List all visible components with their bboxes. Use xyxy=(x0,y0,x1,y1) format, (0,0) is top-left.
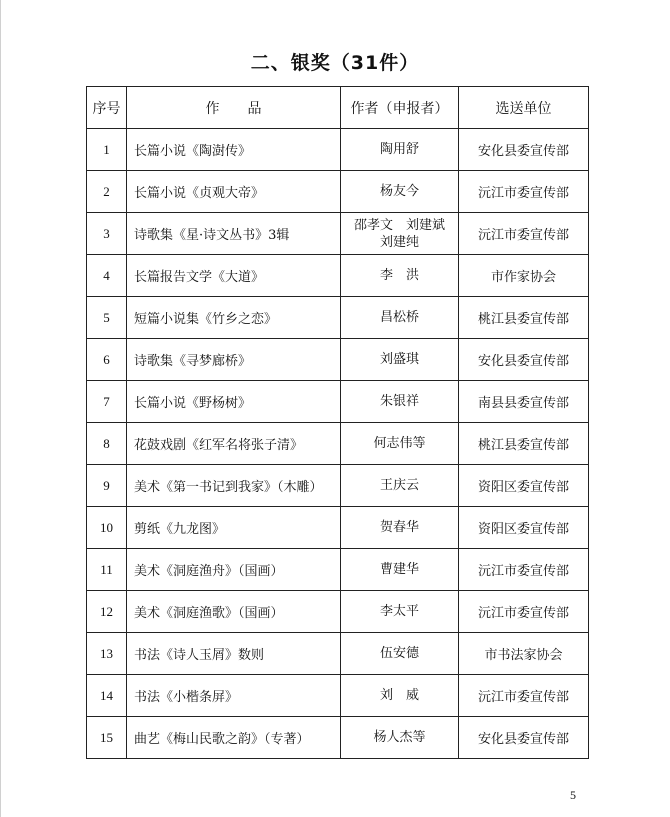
header-work: 作 品 xyxy=(127,87,341,129)
work-title: 书法《诗人玉屑》数则 xyxy=(127,633,341,675)
author-name: 刘盛琪 xyxy=(379,352,419,367)
table-row xyxy=(87,717,589,759)
submitting-unit: 资阳区委宣传部 xyxy=(459,465,589,507)
author-name: 杨友今 xyxy=(379,184,419,199)
table-row xyxy=(87,213,589,255)
work-title: 长篇小说《陶澍传》 xyxy=(127,129,341,171)
row-number: 2 xyxy=(87,171,127,213)
page-edge xyxy=(0,0,1,817)
submitting-unit: 安化县委宣传部 xyxy=(459,339,589,381)
author-cell xyxy=(341,381,459,423)
submitting-unit: 安化县委宣传部 xyxy=(459,717,589,759)
author-cell xyxy=(341,297,459,339)
author-cell xyxy=(341,213,459,255)
row-number: 7 xyxy=(87,381,127,423)
table-row xyxy=(87,381,589,423)
author-name: 杨人杰等 xyxy=(373,730,426,745)
row-number: 13 xyxy=(87,633,127,675)
submitting-unit: 市作家协会 xyxy=(459,255,589,297)
work-title: 短篇小说集《竹乡之恋》 xyxy=(127,297,341,339)
row-number: 9 xyxy=(87,465,127,507)
author-cell xyxy=(341,423,459,465)
table-row xyxy=(87,297,589,339)
author-name: 王庆云 xyxy=(379,478,419,493)
author-name: 曹建华 xyxy=(379,562,419,577)
work-title: 花鼓戏剧《红军名将张子清》 xyxy=(127,423,341,465)
page-number: 5 xyxy=(570,788,576,802)
work-title: 长篇报告文学《大道》 xyxy=(127,255,341,297)
submitting-unit: 沅江市委宣传部 xyxy=(459,591,589,633)
work-title: 美术《第一书记到我家》（木雕） xyxy=(127,465,341,507)
author-name: 何志伟等 xyxy=(373,436,426,451)
header-number: 序号 xyxy=(87,87,127,129)
author-name: 刘 威 xyxy=(379,688,419,703)
author-cell xyxy=(341,591,459,633)
author-name: 陶用舒 xyxy=(379,142,419,157)
author-name: 朱银祥 xyxy=(379,394,419,409)
author-cell xyxy=(341,465,459,507)
work-title: 长篇小说《野杨树》 xyxy=(127,381,341,423)
submitting-unit: 沅江市委宣传部 xyxy=(459,213,589,255)
submitting-unit: 安化县委宣传部 xyxy=(459,129,589,171)
submitting-unit: 南县县委宣传部 xyxy=(459,381,589,423)
work-title: 诗歌集《寻梦廊桥》 xyxy=(127,339,341,381)
row-number: 5 xyxy=(87,297,127,339)
author-cell xyxy=(341,549,459,591)
row-number: 11 xyxy=(87,549,127,591)
table-row xyxy=(87,507,589,549)
author-cell xyxy=(341,507,459,549)
row-number: 4 xyxy=(87,255,127,297)
submitting-unit: 资阳区委宣传部 xyxy=(459,507,589,549)
header-author: 作者（申报者） xyxy=(341,87,459,129)
author-cell xyxy=(341,339,459,381)
author-name: 昌松桥 xyxy=(379,310,419,325)
row-number: 1 xyxy=(87,129,127,171)
row-number: 12 xyxy=(87,591,127,633)
work-title: 美术《洞庭渔歌》（国画） xyxy=(127,591,341,633)
author-cell xyxy=(341,171,459,213)
author-name: 刘建纯 xyxy=(379,234,419,250)
table-row xyxy=(87,423,589,465)
work-title: 剪纸《九龙图》 xyxy=(127,507,341,549)
author-name: 邵孝文 刘建斌 xyxy=(353,217,445,233)
row-number: 8 xyxy=(87,423,127,465)
row-number: 3 xyxy=(87,213,127,255)
table-row xyxy=(87,549,589,591)
row-number: 10 xyxy=(87,507,127,549)
author-name: 贺春华 xyxy=(379,520,419,535)
table-row xyxy=(87,129,589,171)
award-table xyxy=(86,86,589,759)
author-cell xyxy=(341,633,459,675)
submitting-unit: 沅江市委宣传部 xyxy=(459,675,589,717)
author-name: 李太平 xyxy=(379,604,419,619)
work-title: 曲艺《梅山民歌之韵》（专著） xyxy=(127,717,341,759)
row-number: 6 xyxy=(87,339,127,381)
author-cell xyxy=(341,255,459,297)
submitting-unit: 桃江县委宣传部 xyxy=(459,423,589,465)
work-title: 长篇小说《贞观大帝》 xyxy=(127,171,341,213)
table-row xyxy=(87,465,589,507)
row-number: 14 xyxy=(87,675,127,717)
author-cell xyxy=(341,717,459,759)
work-title: 诗歌集《星·诗文丛书》3辑 xyxy=(127,213,341,255)
header-unit: 选送单位 xyxy=(459,87,589,129)
table-row xyxy=(87,675,589,717)
submitting-unit: 市书法家协会 xyxy=(459,633,589,675)
row-number: 15 xyxy=(87,717,127,759)
table-row xyxy=(87,255,589,297)
work-title: 书法《小楷条屏》 xyxy=(127,675,341,717)
work-title: 美术《洞庭渔舟》（国画） xyxy=(127,549,341,591)
table-row xyxy=(87,339,589,381)
page-title: 二、银奖（31件） xyxy=(250,52,420,74)
table-header-row xyxy=(87,87,589,129)
author-name: 李 洪 xyxy=(379,268,419,283)
submitting-unit: 沅江市委宣传部 xyxy=(459,549,589,591)
submitting-unit: 沅江市委宣传部 xyxy=(459,171,589,213)
submitting-unit: 桃江县委宣传部 xyxy=(459,297,589,339)
table-row xyxy=(87,633,589,675)
table-row xyxy=(87,171,589,213)
author-cell xyxy=(341,129,459,171)
table-row xyxy=(87,591,589,633)
author-cell xyxy=(341,675,459,717)
author-name: 伍安德 xyxy=(379,646,419,661)
